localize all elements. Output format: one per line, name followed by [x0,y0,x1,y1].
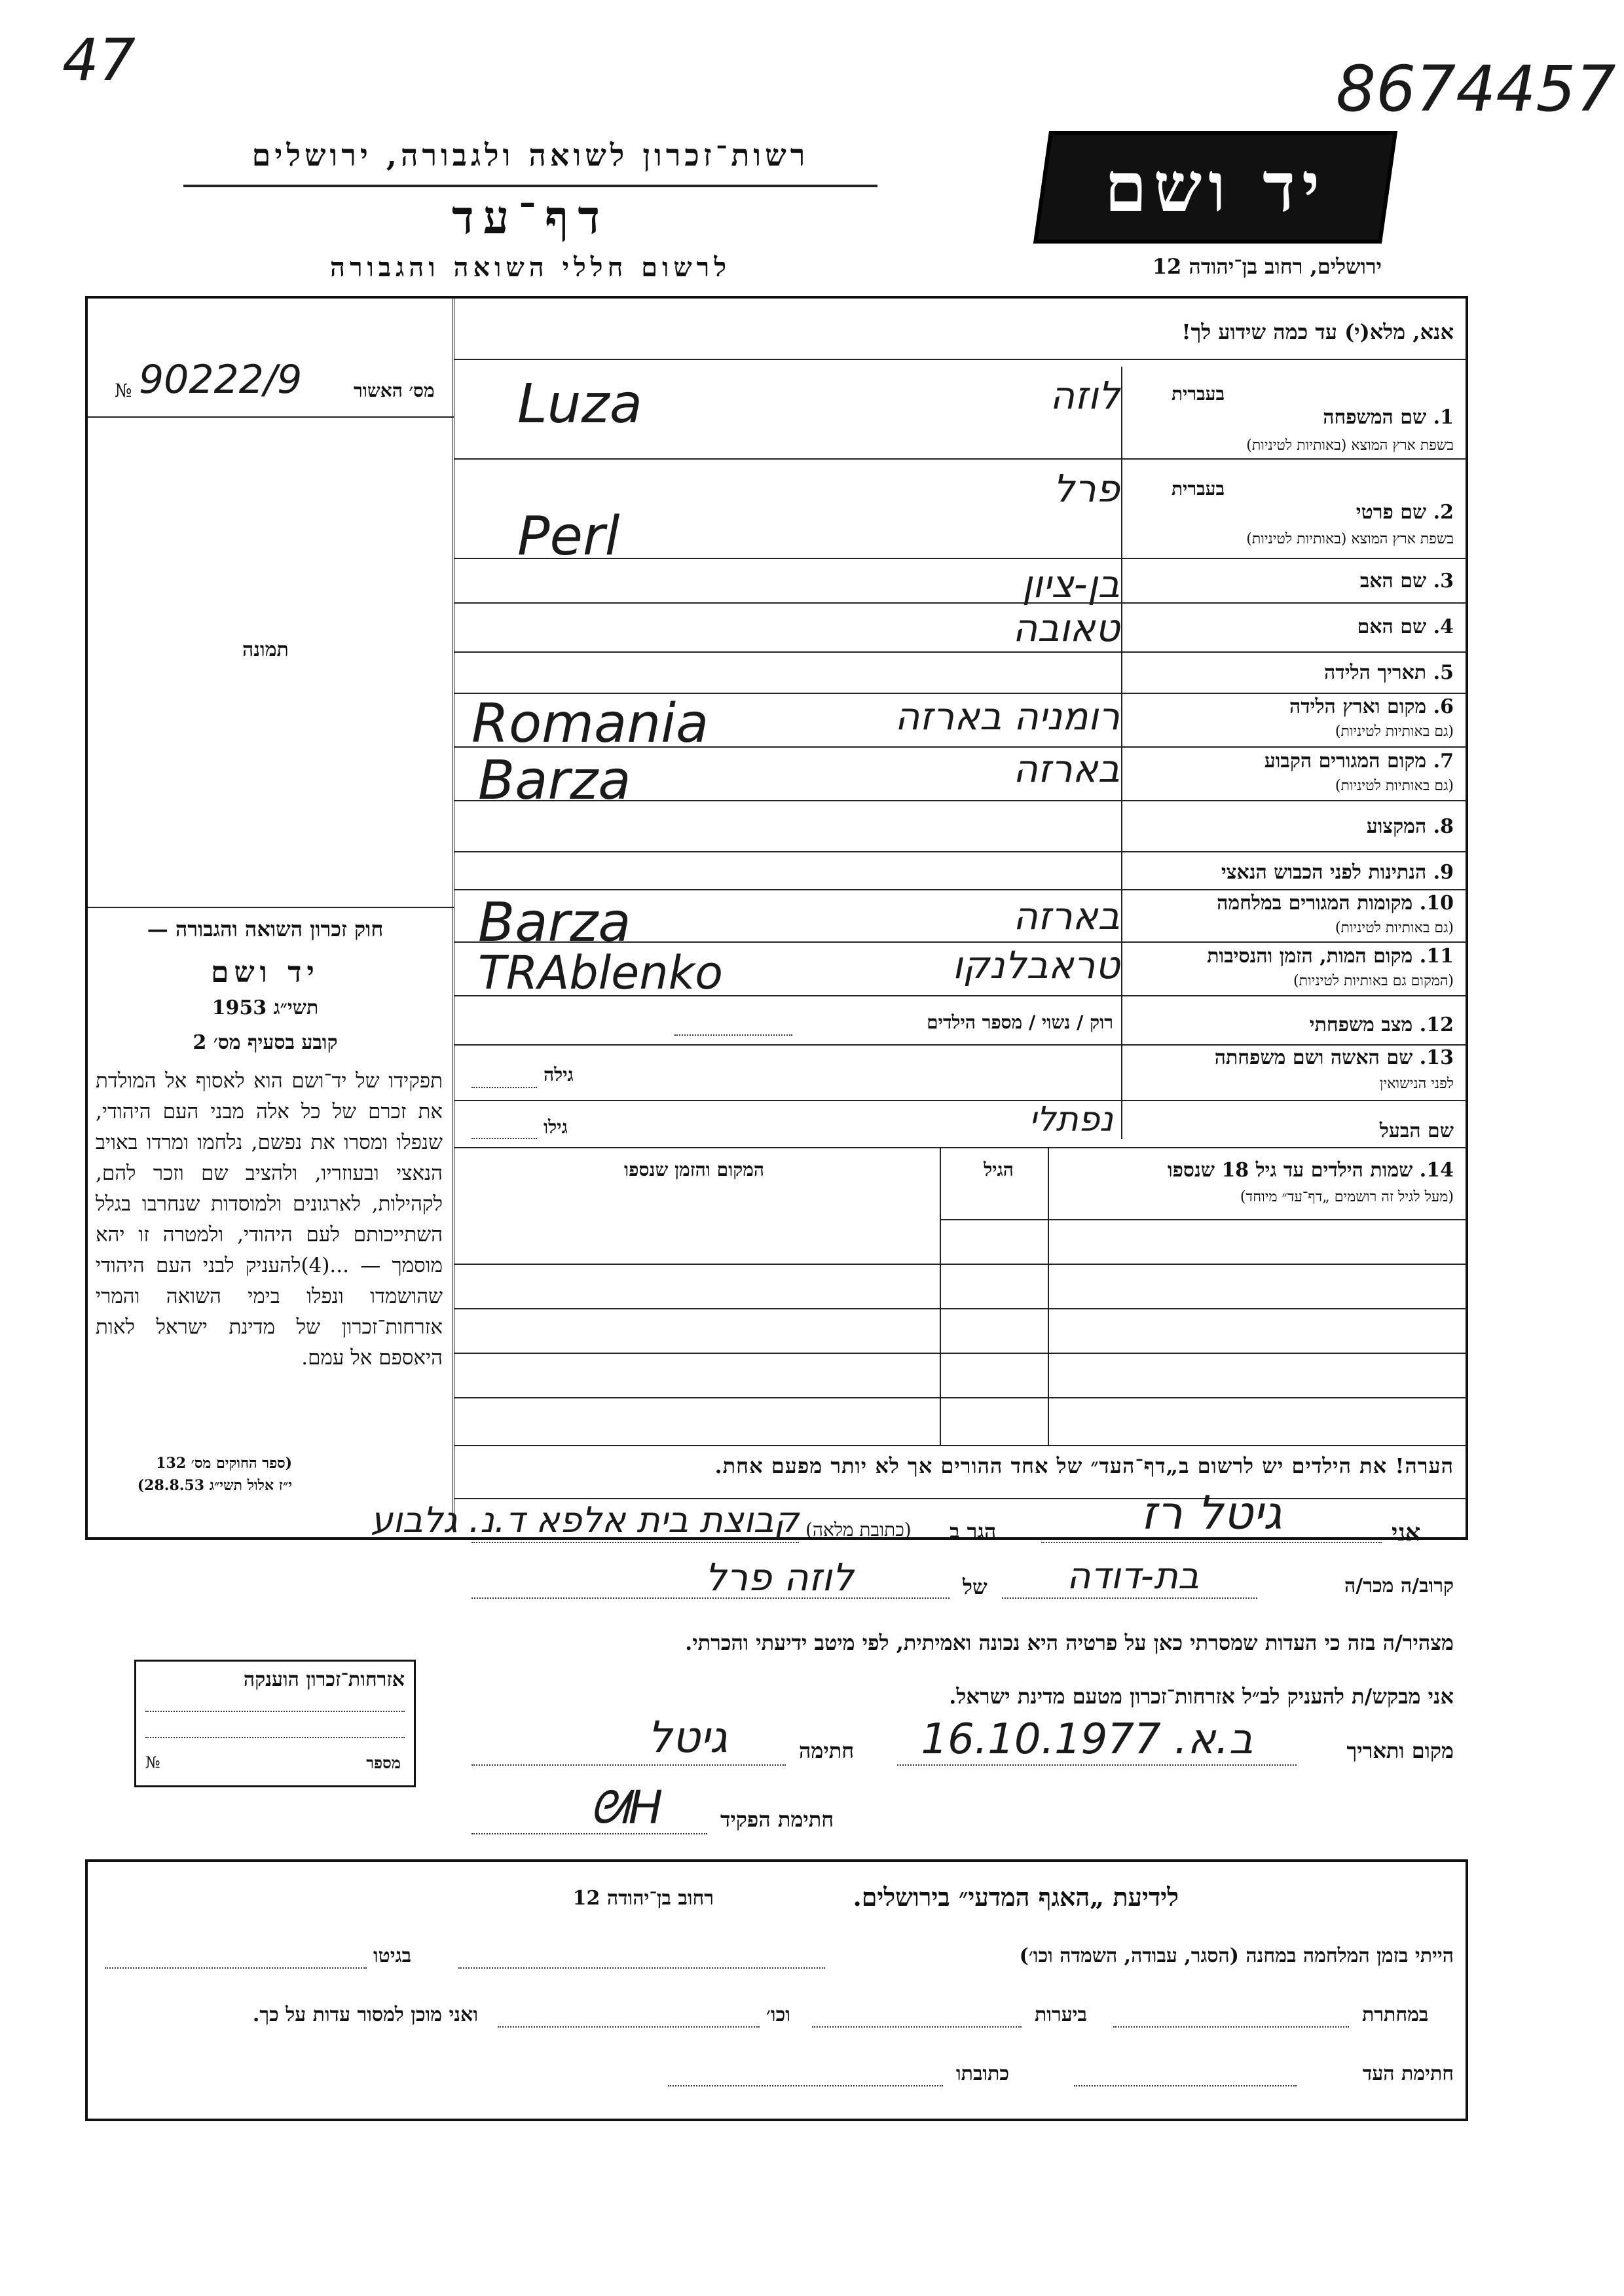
law-body: תפקידו של יד־ושם הוא לאסוף אל המולדת את זכרם של כל אלה מבני העם היהודי, שנפלו ומסרו את נפשם, נלחמו ומרדו באויב הנאצי ובעוזריו, ולהציב שם וזכר להם, לקהילות, לארגונים ולמוסדות שנחרבו בגלל השתייכותם לעם היהודי, ולמטרה זו יהא מוסמך — ...(4)להעניק לבני העם היהודי שהושמדו ונפלו בימי השואה והמרי אזרחות־זכרון של מדינת ישראל לאות היאספם אל עמם. [96,1069,443,1370]
f9-num: 9. [1433,861,1454,884]
f4-num: 4. [1433,615,1454,638]
f7-num: 7. [1433,750,1454,773]
f11-num: 11. [1419,945,1454,968]
f5-label [1231,661,1454,684]
f2-label [1231,501,1454,524]
reader-l2c: וכו׳ [766,2003,790,2026]
f14-sub: (מעל לגיל זה רושמים „דף־עד״ מיוחד) [1240,1189,1454,1205]
reader-l2b: ביערות [1035,2003,1088,2026]
law-source-1: (ספר החוקים מס׳ 132 [156,1455,292,1472]
husband-label: שם הבעל [1379,1120,1454,1142]
f10-num: 10. [1419,892,1454,915]
law-section: קובע בסעיף מס׳ 2 [193,1031,338,1054]
f2-sub: בשפת ארץ המוצא (באותיות לטיניות) [1246,531,1454,547]
decl-kin-value: בת-דודה [1066,1555,1200,1597]
f13-num: 13. [1419,1046,1454,1069]
f8-num: 8. [1433,815,1454,838]
f10-heb-value: בארזה [1012,894,1120,938]
reader-l3b: כתובתו [956,2062,1010,2085]
f1-num: 1. [1433,406,1454,429]
archive-number-handwritten: 8674457 [1336,52,1616,126]
f2-heb-value: פרל [1053,466,1120,511]
f1-label [1231,406,1454,429]
f10-sub: (גם באותיות לטיניות) [1335,920,1454,936]
law-title: חוק זכרון השואה והגבורה — [147,917,384,941]
husband-age-label: גילו [544,1116,568,1138]
f6-label [1153,695,1454,718]
f2-col-hebrew: בעברית [1171,478,1225,500]
f13-label [1126,1046,1454,1069]
f14-label [1054,1159,1454,1182]
f12-label-text: מצב משפחתי [1309,1013,1413,1036]
reader-l3a: חתימת העד [1362,2062,1454,2085]
decl-place-value: ב.א. 16.10.1977 [921,1715,1253,1764]
cert-title: אזרחות־זכרון הוענקה [243,1668,405,1691]
f11-lat-value: TRAblenko [478,946,723,1000]
f11-label [1126,945,1454,968]
f13-age-label: גילה [544,1064,574,1085]
officer-signature-scribble: ᘛᕼ [589,1781,663,1834]
decl-address-label: (כתובת מלאה) [805,1519,912,1540]
f1-sub: בשפת ארץ המוצא (באותיות לטיניות) [1246,437,1454,454]
decl-kin-of-value: לוזה פרל [705,1555,854,1599]
decl-name-value: גיטל רז [1141,1486,1282,1540]
f14-place-col: המקום והזמן שנספו [624,1159,764,1180]
f12-num: 12. [1419,1013,1454,1036]
decl-ani: אני [1392,1519,1421,1546]
f8-label [1231,815,1454,838]
instruction-text: אנא, מלא(י) עד כמה שידוע לך! [1181,319,1454,344]
reader-address: רחוב בן־יהודה 12 [572,1887,714,1910]
f6-label-text: מקום וארץ הלידה [1289,695,1427,718]
f6-sub: (גם באותיות לטיניות) [1335,723,1454,740]
f2-lat-value: Perl [517,505,620,568]
f4-value: טאובה [1012,606,1120,650]
reader-l1a: הייתי בזמן המלחמה במחנה (הסגר, עבודה, השמדה וכו׳) [1019,1944,1454,1967]
f9-label [1126,861,1454,884]
decl-signature: גיטל [647,1712,728,1762]
reader-l2a: במחתרת [1362,2003,1429,2026]
approval-number: 90222/9 [139,357,303,403]
f1-heb-value: לוזה [1050,373,1120,418]
cert-num-label: מספר [366,1753,401,1772]
f1-label-text: שם המשפחה [1323,406,1427,429]
law-yv: יד ושם [211,956,320,989]
law-source-2: י״ז אלול תשי״ג 28.8.53) [137,1477,292,1494]
f6-lat-value: Romania [471,693,709,755]
note-text: הערה! את הילדים יש לרשום ב„דף־העד״ של אחד ההורים אך לא יותר מפעם אחת. [714,1453,1454,1478]
husband-value: נפתלי [1029,1100,1113,1139]
f6-heb-value: רומניה בארזה [895,694,1120,738]
f7-heb-value: בארזה [1012,746,1120,791]
f4-label-text: שם האם [1357,615,1427,638]
f3-value: בן-ציון [1022,562,1120,606]
f5-label-text: תאריך הלידה [1324,661,1427,684]
f11-label-text: מקום המות, הזמן והנסיבות [1207,945,1413,968]
reader-l1b: בגיטו [373,1944,412,1967]
decl-sig-label: חתימה [799,1738,855,1763]
decl-officer-label: חתימת הפקיד [720,1807,834,1832]
f7-label-text: מקום המגורים הקבוע [1264,750,1427,773]
f2-label-text: שם פרטי [1356,501,1427,524]
approval-no-sign: № [115,380,132,401]
form-title: דף־עד [451,190,609,244]
reader-title: לידיעת „האגף המדעי״ בירושלים. [853,1882,1179,1912]
decl-kin-label: קרוב/ה מכר/ה [1344,1575,1454,1597]
f1-col-hebrew: בעברית [1171,383,1225,405]
decl-statement: מצהיר/ה בזה כי העדות שמסרתי כאן על פרטיה היא נכונה ואמיתית, לפי מיטב ידיעתי והכרתי. [685,1630,1454,1655]
f12-options: רוק / נשוי / מספר הילדים [927,1011,1113,1033]
f11-heb-value: טראבלנקו [952,943,1120,987]
reader-l2d: ואני מוכן למסור עדות על כך. [252,2003,478,2026]
photo-label: תמונה [242,638,289,661]
f3-label-text: שם האב [1359,570,1427,592]
header-address: ירושלים, רחוב בן־יהודה 12 [1152,254,1382,279]
f3-label [1231,570,1454,592]
f14-num: 14. [1419,1159,1454,1182]
cert-box [134,1660,416,1787]
decl-shel: של [963,1575,987,1599]
decl-place-label: מקום ותאריך [1346,1738,1454,1763]
f7-label [1153,750,1454,773]
f2-num: 2. [1433,501,1454,524]
f11-sub: (המקום גם באותיות לטיניות) [1293,973,1454,989]
approval-label: מס׳ האשור [354,380,435,401]
f14-age-col: הגיל [984,1159,1014,1180]
f8-label-text: המקצוע [1366,815,1427,838]
f6-num: 6. [1433,695,1454,718]
f7-sub: (גם באותיות לטיניות) [1335,778,1454,794]
law-year: תשי״ג 1953 [212,996,319,1019]
decl-address-value: קבוצת בית אלפא ד.נ. גלבוע [371,1499,799,1540]
form-subtitle: לרשום חללי השואה והגבורה [329,252,731,283]
f7-lat-value: Barza [478,750,631,812]
f3-num: 3. [1433,570,1454,592]
org-name: רשות־זכרון לשואה ולגבורה, ירושלים [251,137,809,173]
f10-label-text: מקומות המגורים במלחמה [1217,892,1413,915]
f1-lat-value: Luza [517,373,642,435]
logo-text: יד ושם [1104,147,1327,227]
page-number-handwritten: 47 [62,26,136,94]
f4-label [1231,615,1454,638]
f12-label [1231,1013,1454,1036]
f5-num: 5. [1433,661,1454,684]
f10-lat-value: Barza [478,892,631,954]
f10-label [1126,892,1454,915]
f9-label-text: הנתינות לפני הכבוש הנאצי [1221,861,1427,884]
f14-label-text: שמות הילדים עד גיל 18 שנספו [1167,1159,1413,1182]
yad-vashem-logo [1033,131,1397,244]
decl-gar: הגר ב [950,1519,997,1544]
f13-sub: לפני הנישואין [1379,1076,1454,1092]
cert-no: № [145,1753,160,1772]
f13-label-text: שם האשה ושם משפחתה [1214,1046,1413,1069]
decl-request: אני מבקש/ת להעניק לב״ל אזרחות־זכרון מטעם מדינת ישראל. [949,1684,1454,1709]
